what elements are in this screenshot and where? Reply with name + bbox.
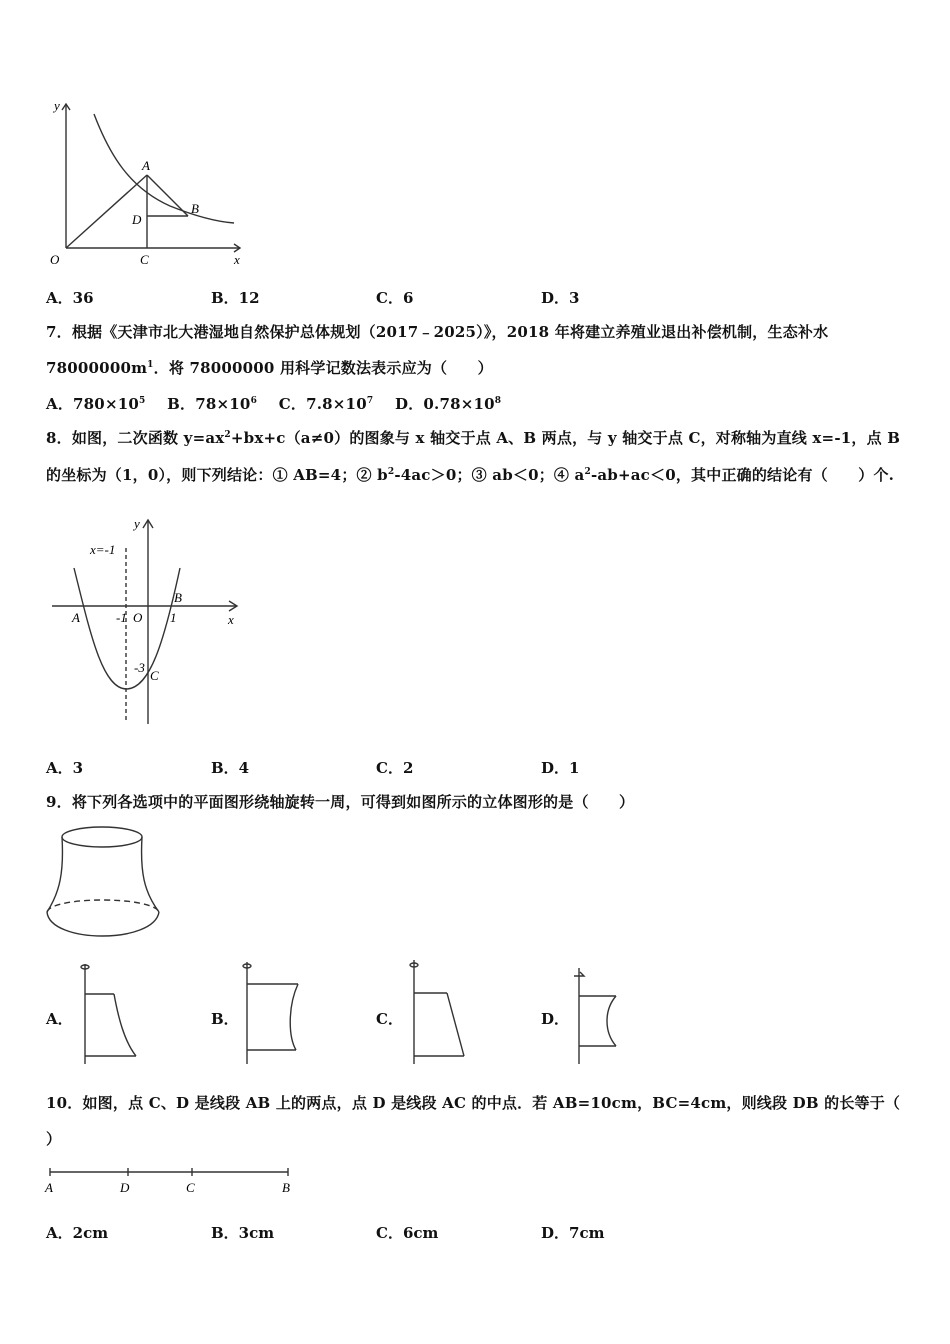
q10-segment-figure bbox=[40, 1160, 302, 1198]
q8-label-neg1: -1 bbox=[116, 610, 127, 625]
q6-label-y: y bbox=[54, 98, 60, 113]
q8-label-y: y bbox=[134, 516, 140, 531]
q7-options bbox=[46, 393, 501, 414]
q9-option-c: C． bbox=[376, 1010, 403, 1028]
q6-label-x: x bbox=[234, 252, 240, 267]
q9-option-b-shape bbox=[238, 956, 308, 1068]
q9-stem: 9．将下列各选项中的平面图形绕轴旋转一周，可得到如图所示的立体图形的是（ ） bbox=[46, 793, 635, 811]
q8-option-c: C．2 bbox=[376, 759, 414, 777]
q10-stem-line1: 10．如图，点 C、D 是线段 AB 上的两点，点 D 是线段 AC 的中点．若 AB=10cm，BC=4cm，则线段 DB 的长等于（ bbox=[46, 1094, 901, 1112]
q6-label-a: A bbox=[142, 158, 150, 173]
q8-label-a: A bbox=[72, 610, 80, 625]
q8-stem-line2: 的坐标为（1，0），则下列结论：① AB=4；② $b^2-4ac>0$；③ ab＜0；④ $a^2-ab+ac<0$，其中正确的结论有（ ）个. bbox=[46, 466, 895, 484]
q8-option-d: D．1 bbox=[541, 759, 580, 777]
q6-label-b: B bbox=[191, 201, 199, 216]
q8-label-neg3: -3 bbox=[134, 660, 145, 675]
q10-label-d: D bbox=[120, 1180, 130, 1195]
q8-label-axis: x=-1 bbox=[90, 542, 116, 557]
q9-option-d-shape bbox=[570, 962, 630, 1068]
q7-number-sup: 1 bbox=[147, 360, 154, 370]
q9-option-c-shape bbox=[405, 956, 475, 1068]
q8-option-a: A．3 bbox=[46, 759, 84, 777]
q7-option-c: C．$7.8\times 10^7$ bbox=[278, 395, 374, 413]
q10-label-c: C bbox=[186, 1180, 195, 1195]
q6-option-a: A．36 bbox=[46, 289, 94, 307]
q7-option-b: B．$78\times 10^6$ bbox=[167, 395, 258, 413]
q8-label-one: 1 bbox=[170, 610, 177, 625]
q7-option-a: A．$780\times 10^5$ bbox=[46, 395, 146, 413]
q9-option-b: B． bbox=[211, 1010, 239, 1028]
q8-label-b: B bbox=[174, 590, 182, 605]
q9-option-d: D． bbox=[541, 1010, 570, 1028]
q6-label-o: O bbox=[50, 252, 60, 267]
q7-option-d: D．$0.78\times 10^8$ bbox=[395, 395, 502, 413]
q10-option-d: D．7cm bbox=[541, 1224, 605, 1242]
q10-label-a: A bbox=[45, 1180, 53, 1195]
q10-stem-line2: ） bbox=[46, 1130, 62, 1148]
q9-option-a-shape bbox=[76, 956, 146, 1068]
q8-label-x: x bbox=[228, 612, 234, 627]
q6-label-c: C bbox=[140, 252, 149, 267]
q10-option-a: A．2cm bbox=[46, 1224, 109, 1242]
q8-label-c: C bbox=[150, 668, 159, 683]
q7-stem-line2 bbox=[46, 357, 493, 378]
q7-number: 78000000m bbox=[46, 359, 148, 377]
q10-label-b: B bbox=[282, 1180, 290, 1195]
q8-option-b: B．4 bbox=[211, 759, 250, 777]
q9-option-a: A． bbox=[46, 1010, 73, 1028]
q6-option-b: B．12 bbox=[211, 289, 260, 307]
q10-option-c: C．6cm bbox=[376, 1224, 439, 1242]
q6-option-d: D．3 bbox=[541, 289, 580, 307]
q10-option-b: B．3cm bbox=[211, 1224, 275, 1242]
q8-stem-line1: 8．如图，二次函数 $y=ax^2+bx+c(a\ne 0)$的图象与 x 轴交于点 A、B 两点，与 y 轴交于点 C，对称轴为直线 x=-1，点 B bbox=[46, 429, 901, 447]
q7-stem-line1: 7．根据《天津市北大港湿地自然保护总体规划（2017﹣2025）》，2018 年将建立养殖业退出补偿机制，生态补水 bbox=[46, 323, 829, 341]
q6-figure bbox=[40, 96, 250, 272]
q8-figure bbox=[46, 512, 246, 727]
q6-option-c: C．6 bbox=[376, 289, 414, 307]
q7-stem-rest: ．将 78000000 用科学记数法表示应为（ ） bbox=[153, 359, 493, 377]
q9-solid-figure bbox=[42, 822, 172, 944]
q8-label-o: O bbox=[133, 610, 143, 625]
q6-label-d: D bbox=[132, 212, 142, 227]
